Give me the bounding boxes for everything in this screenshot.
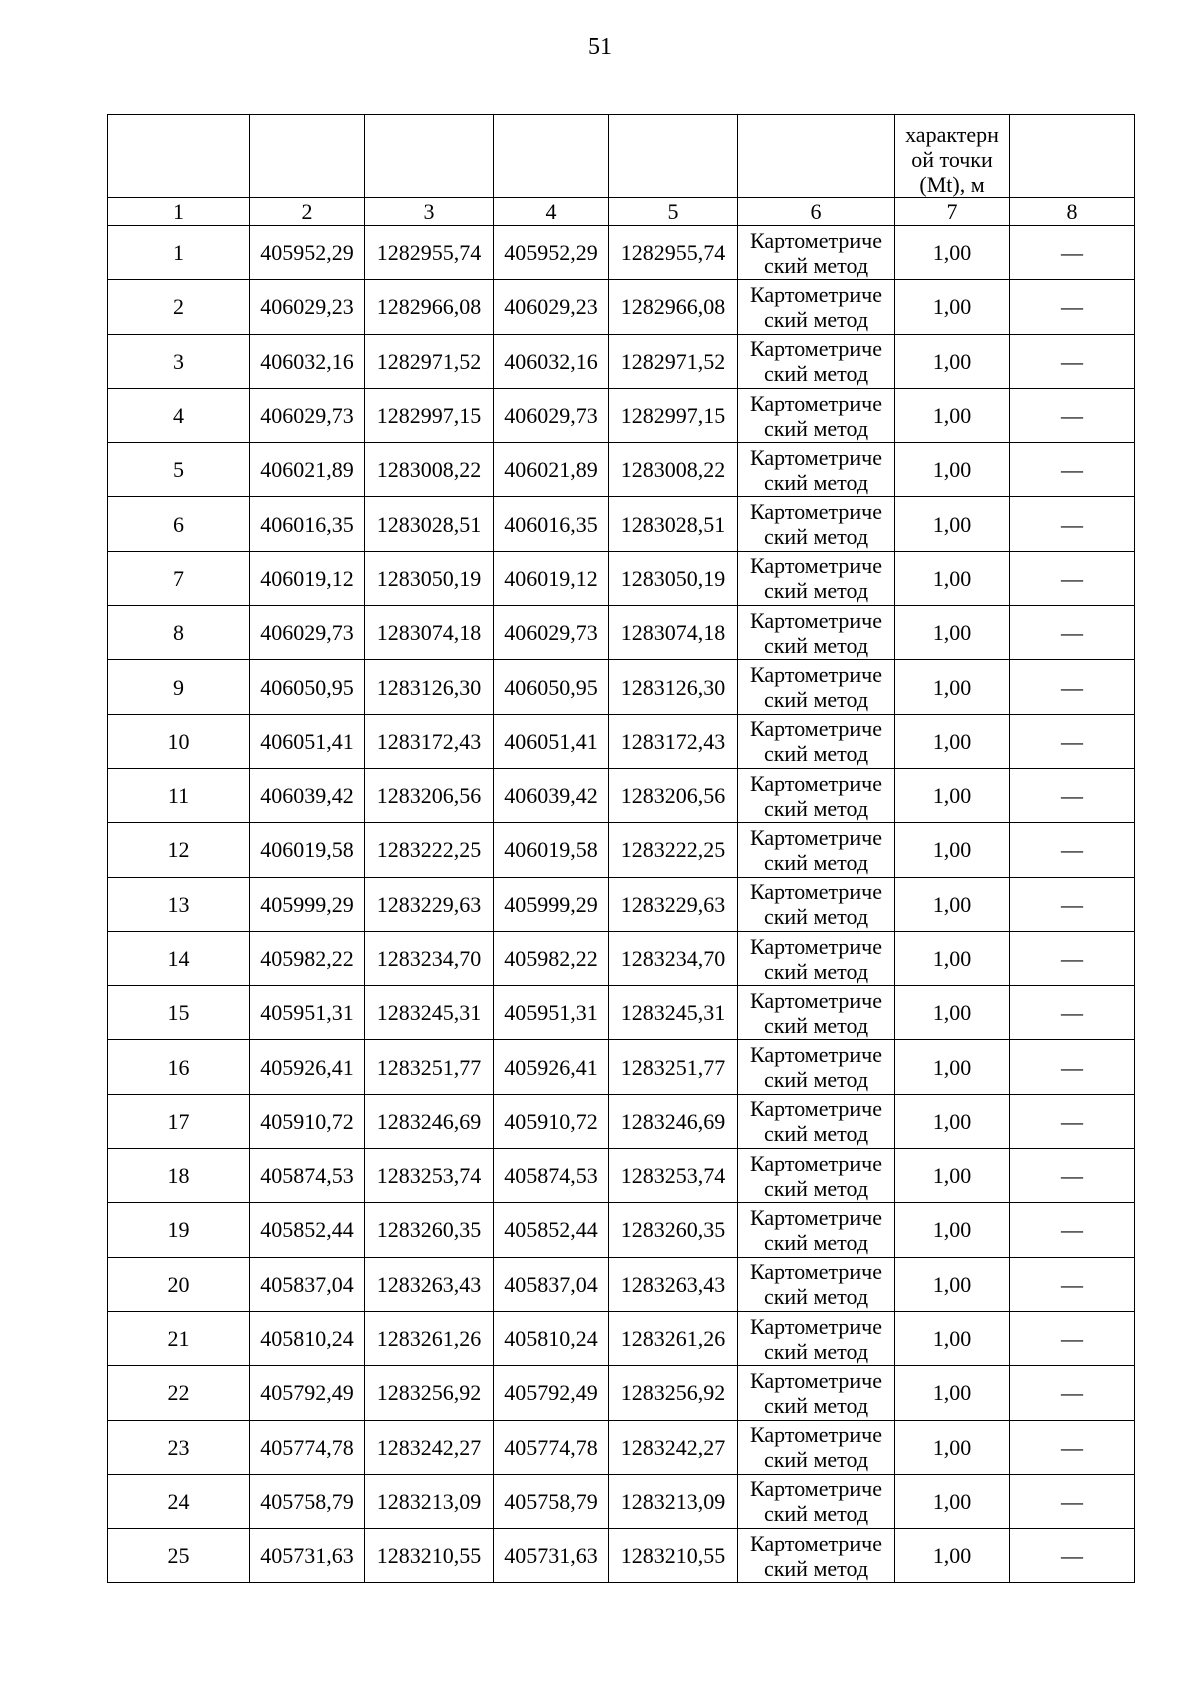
x-coord-alt-cell: 405926,41 <box>494 1040 609 1094</box>
y-coord-alt-cell: 1283222,25 <box>609 823 738 877</box>
method-cell <box>738 1149 895 1203</box>
x-coord-cell: 405774,78 <box>250 1420 365 1474</box>
table-row <box>108 823 1135 877</box>
description-cell: — <box>1010 226 1135 280</box>
table-row <box>108 768 1135 822</box>
method-text: ский метод <box>763 1229 869 1255</box>
x-coord-alt-cell: 405999,29 <box>494 877 609 931</box>
accuracy-cell: 1,00 <box>895 1366 1010 1420</box>
table-row <box>108 280 1135 334</box>
y-coord-alt-cell: 1283263,43 <box>609 1257 738 1311</box>
y-coord-cell: 1283074,18 <box>365 606 494 660</box>
column-number: 3 <box>365 198 494 226</box>
column-number-row <box>108 198 1135 226</box>
description-cell: — <box>1010 768 1135 822</box>
description-cell: — <box>1010 388 1135 442</box>
description-cell: — <box>1010 606 1135 660</box>
method-text: Картометриче <box>750 1313 882 1339</box>
header-continuation-row <box>108 115 1135 198</box>
method-cell <box>738 1366 895 1420</box>
x-coord-cell: 405731,63 <box>250 1529 365 1583</box>
point-number-cell: 20 <box>108 1257 250 1311</box>
method-text: ский метод <box>763 469 869 495</box>
x-coord-alt-cell: 405952,29 <box>494 226 609 280</box>
y-coord-alt-cell: 1283206,56 <box>609 768 738 822</box>
description-cell: — <box>1010 1311 1135 1365</box>
method-cell <box>738 823 895 877</box>
x-coord-alt-cell: 405951,31 <box>494 986 609 1040</box>
table-row <box>108 1420 1135 1474</box>
y-coord-alt-cell: 1283261,26 <box>609 1311 738 1365</box>
method-text: Картометриче <box>750 1530 882 1556</box>
y-coord-alt-cell: 1283050,19 <box>609 551 738 605</box>
table-row <box>108 1149 1135 1203</box>
method-text: ский метод <box>763 1284 869 1310</box>
y-coord-cell: 1283245,31 <box>365 986 494 1040</box>
method-cell <box>738 443 895 497</box>
accuracy-cell: 1,00 <box>895 877 1010 931</box>
method-text: Картометриче <box>750 1367 882 1393</box>
x-coord-cell: 406051,41 <box>250 714 365 768</box>
accuracy-cell: 1,00 <box>895 280 1010 334</box>
header-cell-5 <box>609 115 738 198</box>
header-cell-1 <box>108 115 250 198</box>
x-coord-cell: 406029,73 <box>250 388 365 442</box>
y-coord-cell: 1282997,15 <box>365 388 494 442</box>
method-cell <box>738 714 895 768</box>
method-text: Картометриче <box>750 1150 882 1176</box>
y-coord-cell: 1283253,74 <box>365 1149 494 1203</box>
x-coord-alt-cell: 405910,72 <box>494 1094 609 1148</box>
x-coord-cell: 405982,22 <box>250 931 365 985</box>
method-text: Картометриче <box>750 553 882 579</box>
y-coord-cell: 1283261,26 <box>365 1311 494 1365</box>
table-row <box>108 226 1135 280</box>
method-text: ский метод <box>763 741 869 767</box>
y-coord-alt-cell: 1283245,31 <box>609 986 738 1040</box>
y-coord-alt-cell: 1283210,55 <box>609 1529 738 1583</box>
method-text: Картометриче <box>750 499 882 525</box>
description-cell: — <box>1010 334 1135 388</box>
x-coord-cell: 405926,41 <box>250 1040 365 1094</box>
header-cell-8 <box>1010 115 1135 198</box>
accuracy-cell: 1,00 <box>895 226 1010 280</box>
method-text: ский метод <box>763 1012 869 1038</box>
method-text: Картометриче <box>750 444 882 470</box>
point-number-cell: 15 <box>108 986 250 1040</box>
y-coord-alt-cell: 1283213,09 <box>609 1474 738 1528</box>
table-row <box>108 714 1135 768</box>
x-coord-alt-cell: 405774,78 <box>494 1420 609 1474</box>
x-coord-cell: 406032,16 <box>250 334 365 388</box>
method-text: Картометриче <box>750 1259 882 1285</box>
method-text: ский метод <box>763 1338 869 1364</box>
accuracy-cell: 1,00 <box>895 714 1010 768</box>
description-cell: — <box>1010 877 1135 931</box>
accuracy-cell: 1,00 <box>895 931 1010 985</box>
x-coord-alt-cell: 406039,42 <box>494 768 609 822</box>
y-coord-alt-cell: 1283028,51 <box>609 497 738 551</box>
method-cell <box>738 1094 895 1148</box>
method-cell <box>738 931 895 985</box>
accuracy-cell: 1,00 <box>895 1094 1010 1148</box>
method-cell <box>738 1420 895 1474</box>
y-coord-cell: 1283229,63 <box>365 877 494 931</box>
x-coord-alt-cell: 406051,41 <box>494 714 609 768</box>
point-number-cell: 19 <box>108 1203 250 1257</box>
x-coord-cell: 406019,58 <box>250 823 365 877</box>
method-text: Картометриче <box>750 770 882 796</box>
table-row <box>108 497 1135 551</box>
x-coord-alt-cell: 405837,04 <box>494 1257 609 1311</box>
y-coord-alt-cell: 1283172,43 <box>609 714 738 768</box>
table-row <box>108 1203 1135 1257</box>
table-row <box>108 1529 1135 1583</box>
x-coord-alt-cell: 405982,22 <box>494 931 609 985</box>
x-coord-cell: 405952,29 <box>250 226 365 280</box>
method-cell <box>738 877 895 931</box>
description-cell: — <box>1010 714 1135 768</box>
description-cell: — <box>1010 931 1135 985</box>
y-coord-cell: 1283222,25 <box>365 823 494 877</box>
header-cell-2 <box>250 115 365 198</box>
method-text: Картометриче <box>750 1096 882 1122</box>
method-text: Картометриче <box>750 879 882 905</box>
table-row <box>108 1366 1135 1420</box>
description-cell: — <box>1010 1040 1135 1094</box>
method-text: Картометриче <box>750 336 882 362</box>
y-coord-cell: 1283210,55 <box>365 1529 494 1583</box>
column-number: 2 <box>250 198 365 226</box>
y-coord-alt-cell: 1283229,63 <box>609 877 738 931</box>
method-cell <box>738 1529 895 1583</box>
y-coord-alt-cell: 1282966,08 <box>609 280 738 334</box>
method-text: Картометриче <box>750 987 882 1013</box>
description-cell: — <box>1010 1529 1135 1583</box>
y-coord-cell: 1283008,22 <box>365 443 494 497</box>
method-text: ский метод <box>763 306 869 332</box>
method-cell <box>738 606 895 660</box>
y-coord-cell: 1282966,08 <box>365 280 494 334</box>
x-coord-cell: 405837,04 <box>250 1257 365 1311</box>
x-coord-cell: 405874,53 <box>250 1149 365 1203</box>
table-row <box>108 660 1135 714</box>
x-coord-cell: 406029,23 <box>250 280 365 334</box>
x-coord-alt-cell: 405874,53 <box>494 1149 609 1203</box>
y-coord-alt-cell: 1282997,15 <box>609 388 738 442</box>
description-cell: — <box>1010 823 1135 877</box>
y-coord-cell: 1283256,92 <box>365 1366 494 1420</box>
header-cell-3 <box>365 115 494 198</box>
accuracy-cell: 1,00 <box>895 1474 1010 1528</box>
method-text: Картометриче <box>750 662 882 688</box>
x-coord-alt-cell: 406050,95 <box>494 660 609 714</box>
x-coord-cell: 406029,73 <box>250 606 365 660</box>
method-text: Картометриче <box>750 716 882 742</box>
point-number-cell: 21 <box>108 1311 250 1365</box>
x-coord-alt-cell: 405731,63 <box>494 1529 609 1583</box>
accuracy-cell: 1,00 <box>895 660 1010 714</box>
accuracy-cell: 1,00 <box>895 1203 1010 1257</box>
x-coord-alt-cell: 405852,44 <box>494 1203 609 1257</box>
point-number-cell: 12 <box>108 823 250 877</box>
accuracy-cell: 1,00 <box>895 388 1010 442</box>
point-number-cell: 3 <box>108 334 250 388</box>
point-number-cell: 1 <box>108 226 250 280</box>
x-coord-alt-cell: 406029,73 <box>494 388 609 442</box>
point-number-cell: 25 <box>108 1529 250 1583</box>
accuracy-cell: 1,00 <box>895 986 1010 1040</box>
point-number-cell: 7 <box>108 551 250 605</box>
method-cell <box>738 388 895 442</box>
method-text: Картометриче <box>750 227 882 253</box>
y-coord-alt-cell: 1283246,69 <box>609 1094 738 1148</box>
method-cell <box>738 986 895 1040</box>
accuracy-cell: 1,00 <box>895 443 1010 497</box>
point-number-cell: 6 <box>108 497 250 551</box>
description-cell: — <box>1010 1149 1135 1203</box>
y-coord-alt-cell: 1282971,52 <box>609 334 738 388</box>
point-number-cell: 18 <box>108 1149 250 1203</box>
column-number: 5 <box>609 198 738 226</box>
method-text: ский метод <box>763 578 869 604</box>
method-text: ский метод <box>763 795 869 821</box>
column-number: 8 <box>1010 198 1135 226</box>
table-row <box>108 1311 1135 1365</box>
method-text: Картометриче <box>750 1042 882 1068</box>
method-text: ский метод <box>763 1392 869 1418</box>
x-coord-cell: 405792,49 <box>250 1366 365 1420</box>
description-cell: — <box>1010 1420 1135 1474</box>
x-coord-alt-cell: 406019,12 <box>494 551 609 605</box>
method-text: Картометриче <box>750 607 882 633</box>
description-cell: — <box>1010 551 1135 605</box>
point-number-cell: 14 <box>108 931 250 985</box>
table-row <box>108 877 1135 931</box>
point-number-cell: 11 <box>108 768 250 822</box>
y-coord-alt-cell: 1283253,74 <box>609 1149 738 1203</box>
method-text: ский метод <box>763 687 869 713</box>
y-coord-alt-cell: 1283260,35 <box>609 1203 738 1257</box>
point-number-cell: 8 <box>108 606 250 660</box>
table-row <box>108 1040 1135 1094</box>
method-cell <box>738 551 895 605</box>
point-number-cell: 16 <box>108 1040 250 1094</box>
method-cell <box>738 226 895 280</box>
table-row <box>108 551 1135 605</box>
method-cell <box>738 660 895 714</box>
x-coord-alt-cell: 406029,73 <box>494 606 609 660</box>
description-cell: — <box>1010 1203 1135 1257</box>
description-cell: — <box>1010 660 1135 714</box>
x-coord-alt-cell: 406019,58 <box>494 823 609 877</box>
description-cell: — <box>1010 280 1135 334</box>
method-text: ский метод <box>763 849 869 875</box>
y-coord-cell: 1283246,69 <box>365 1094 494 1148</box>
x-coord-cell: 406019,12 <box>250 551 365 605</box>
y-coord-cell: 1282971,52 <box>365 334 494 388</box>
table-row <box>108 443 1135 497</box>
x-coord-cell: 405999,29 <box>250 877 365 931</box>
y-coord-cell: 1283028,51 <box>365 497 494 551</box>
y-coord-cell: 1283234,70 <box>365 931 494 985</box>
point-number-cell: 13 <box>108 877 250 931</box>
y-coord-cell: 1283251,77 <box>365 1040 494 1094</box>
point-number-cell: 23 <box>108 1420 250 1474</box>
description-cell: — <box>1010 1094 1135 1148</box>
method-cell <box>738 768 895 822</box>
y-coord-alt-cell: 1283242,27 <box>609 1420 738 1474</box>
x-coord-cell: 406016,35 <box>250 497 365 551</box>
table-row <box>108 606 1135 660</box>
point-number-cell: 4 <box>108 388 250 442</box>
point-number-cell: 24 <box>108 1474 250 1528</box>
header-cell-7: характерн ой точки (Mt), м <box>895 115 1010 198</box>
column-number: 4 <box>494 198 609 226</box>
y-coord-cell: 1283172,43 <box>365 714 494 768</box>
x-coord-cell: 405758,79 <box>250 1474 365 1528</box>
method-text: ский метод <box>763 632 869 658</box>
y-coord-cell: 1283126,30 <box>365 660 494 714</box>
method-text: ский метод <box>763 1121 869 1147</box>
accuracy-cell: 1,00 <box>895 1040 1010 1094</box>
method-text: ский метод <box>763 415 869 441</box>
method-text: Картометриче <box>750 824 882 850</box>
column-number: 6 <box>738 198 895 226</box>
y-coord-cell: 1283263,43 <box>365 1257 494 1311</box>
x-coord-cell: 406039,42 <box>250 768 365 822</box>
x-coord-alt-cell: 406032,16 <box>494 334 609 388</box>
accuracy-cell: 1,00 <box>895 1529 1010 1583</box>
description-cell: — <box>1010 443 1135 497</box>
x-coord-cell: 406021,89 <box>250 443 365 497</box>
table-row <box>108 334 1135 388</box>
x-coord-alt-cell: 405758,79 <box>494 1474 609 1528</box>
method-cell <box>738 1311 895 1365</box>
accuracy-cell: 1,00 <box>895 768 1010 822</box>
column-number: 7 <box>895 198 1010 226</box>
method-text: Картометриче <box>750 281 882 307</box>
point-number-cell: 9 <box>108 660 250 714</box>
y-coord-alt-cell: 1283126,30 <box>609 660 738 714</box>
x-coord-alt-cell: 405810,24 <box>494 1311 609 1365</box>
y-coord-cell: 1283242,27 <box>365 1420 494 1474</box>
method-text: ский метод <box>763 361 869 387</box>
x-coord-cell: 405852,44 <box>250 1203 365 1257</box>
y-coord-cell: 1283206,56 <box>365 768 494 822</box>
method-text: Картометриче <box>750 1204 882 1230</box>
accuracy-cell: 1,00 <box>895 606 1010 660</box>
y-coord-alt-cell: 1283074,18 <box>609 606 738 660</box>
description-cell: — <box>1010 1366 1135 1420</box>
header-cell-4 <box>494 115 609 198</box>
x-coord-alt-cell: 406021,89 <box>494 443 609 497</box>
method-cell <box>738 1040 895 1094</box>
accuracy-cell: 1,00 <box>895 551 1010 605</box>
accuracy-cell: 1,00 <box>895 497 1010 551</box>
method-text: ский метод <box>763 1067 869 1093</box>
method-cell <box>738 334 895 388</box>
description-cell: — <box>1010 497 1135 551</box>
point-number-cell: 10 <box>108 714 250 768</box>
accuracy-cell: 1,00 <box>895 334 1010 388</box>
method-cell <box>738 1203 895 1257</box>
coordinates-table <box>107 114 1135 1583</box>
method-text: Картометриче <box>750 390 882 416</box>
x-coord-cell: 406050,95 <box>250 660 365 714</box>
y-coord-cell: 1283213,09 <box>365 1474 494 1528</box>
description-cell: — <box>1010 1474 1135 1528</box>
method-text: Картометриче <box>750 1476 882 1502</box>
table-row <box>108 986 1135 1040</box>
method-text: ский метод <box>763 252 869 278</box>
y-coord-cell: 1283260,35 <box>365 1203 494 1257</box>
method-text: ский метод <box>763 524 869 550</box>
y-coord-alt-cell: 1282955,74 <box>609 226 738 280</box>
method-cell <box>738 1474 895 1528</box>
y-coord-alt-cell: 1283234,70 <box>609 931 738 985</box>
x-coord-cell: 405910,72 <box>250 1094 365 1148</box>
method-cell <box>738 1257 895 1311</box>
point-number-cell: 2 <box>108 280 250 334</box>
x-coord-alt-cell: 406029,23 <box>494 280 609 334</box>
page-number: 51 <box>588 34 612 60</box>
x-coord-alt-cell: 405792,49 <box>494 1366 609 1420</box>
x-coord-cell: 405810,24 <box>250 1311 365 1365</box>
table-row <box>108 1257 1135 1311</box>
table-row <box>108 1094 1135 1148</box>
point-number-cell: 5 <box>108 443 250 497</box>
method-text: ский метод <box>763 958 869 984</box>
method-cell <box>738 280 895 334</box>
accuracy-cell: 1,00 <box>895 1311 1010 1365</box>
y-coord-alt-cell: 1283008,22 <box>609 443 738 497</box>
method-text: ский метод <box>763 904 869 930</box>
description-cell: — <box>1010 1257 1135 1311</box>
x-coord-cell: 405951,31 <box>250 986 365 1040</box>
table-row <box>108 931 1135 985</box>
method-text: ский метод <box>763 1447 869 1473</box>
method-cell <box>738 497 895 551</box>
accuracy-cell: 1,00 <box>895 823 1010 877</box>
method-text: ский метод <box>763 1555 869 1581</box>
point-number-cell: 22 <box>108 1366 250 1420</box>
header-cell-6 <box>738 115 895 198</box>
accuracy-cell: 1,00 <box>895 1257 1010 1311</box>
table-row <box>108 1474 1135 1528</box>
method-text: Картометриче <box>750 1422 882 1448</box>
y-coord-alt-cell: 1283251,77 <box>609 1040 738 1094</box>
y-coord-alt-cell: 1283256,92 <box>609 1366 738 1420</box>
method-text: Картометриче <box>750 933 882 959</box>
description-cell: — <box>1010 986 1135 1040</box>
method-text: ский метод <box>763 1501 869 1527</box>
table-row <box>108 388 1135 442</box>
y-coord-cell: 1283050,19 <box>365 551 494 605</box>
column-number: 1 <box>108 198 250 226</box>
y-coord-cell: 1282955,74 <box>365 226 494 280</box>
x-coord-alt-cell: 406016,35 <box>494 497 609 551</box>
accuracy-cell: 1,00 <box>895 1420 1010 1474</box>
method-text: ский метод <box>763 1175 869 1201</box>
point-number-cell: 17 <box>108 1094 250 1148</box>
accuracy-cell: 1,00 <box>895 1149 1010 1203</box>
